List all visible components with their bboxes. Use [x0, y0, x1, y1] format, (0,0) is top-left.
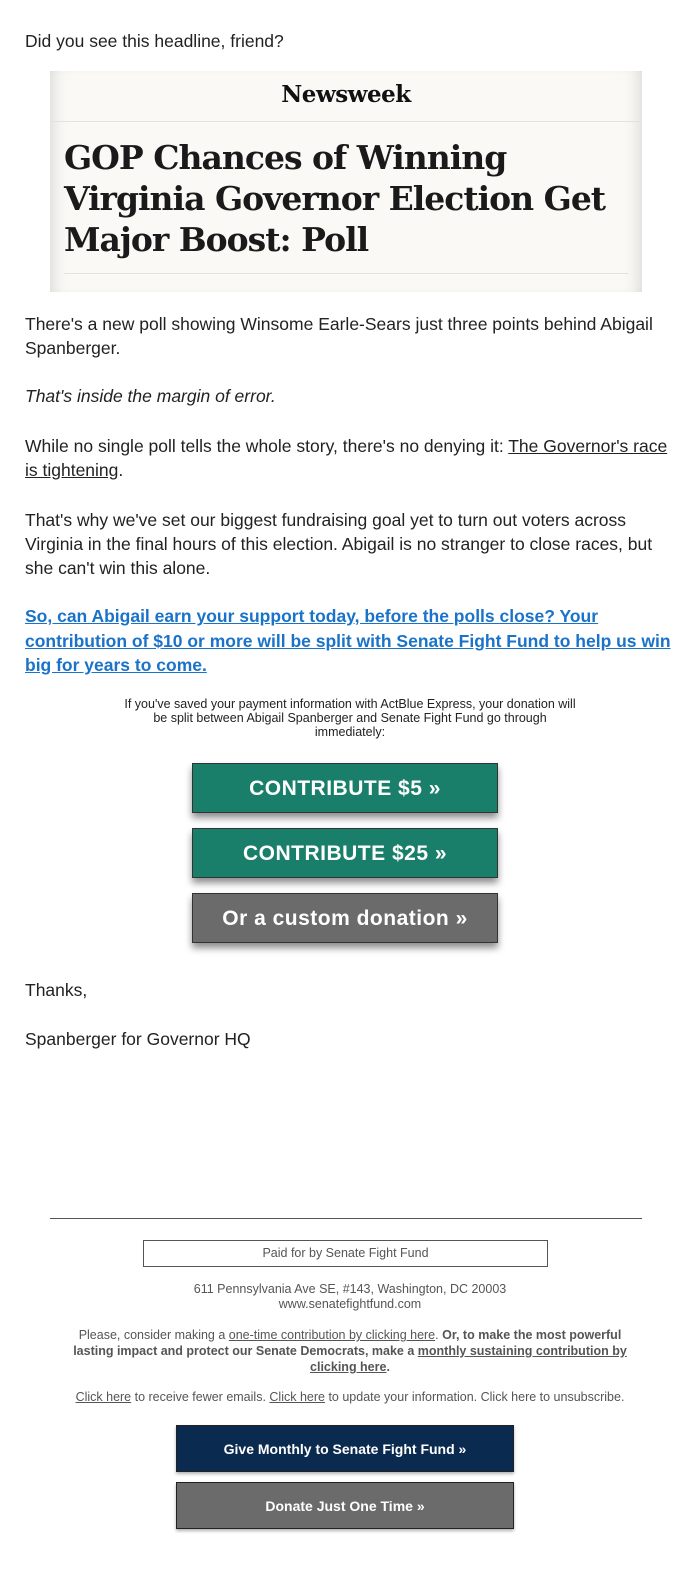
footer-website: www.senatefightfund.com: [278, 1297, 422, 1311]
contribute-5-button[interactable]: CONTRIBUTE $5 »: [192, 763, 498, 813]
update-info-link[interactable]: Click here: [269, 1390, 325, 1404]
divider: [50, 121, 642, 122]
footer-divider: [50, 1218, 642, 1219]
update-info-text: to update your information. Click here to unsubscribe.: [324, 1390, 625, 1404]
custom-donation-button[interactable]: Or a custom donation »: [192, 893, 498, 943]
footer-address-block: [100, 1282, 600, 1312]
footer-address: 611 Pennsylvania Ave SE, #143, Washington, DC 20003: [193, 1282, 507, 1296]
footer-contribution-note: [70, 1327, 630, 1375]
newsweek-headline-card[interactable]: [50, 71, 642, 292]
consider-bold-text: Or, to make the most powerful lasting impact and protect our Senate Democrats, make a: [73, 1328, 622, 1358]
newsweek-logo: Newsweek: [281, 81, 411, 108]
contribute-25-button[interactable]: CONTRIBUTE $25 »: [192, 828, 498, 878]
fewer-emails-text: to receive fewer emails.: [131, 1390, 270, 1404]
donate-once-button[interactable]: Donate Just One Time »: [176, 1482, 514, 1529]
news-headline: GOP Chances of Winning Virginia Governor Election Get Major Boost: Poll: [64, 138, 606, 259]
give-monthly-button[interactable]: Give Monthly to Senate Fight Fund »: [176, 1425, 514, 1472]
body-paragraph-margin: That's inside the margin of error.: [25, 386, 276, 406]
signature: Spanberger for Governor HQ: [25, 1029, 251, 1049]
support-cta-link[interactable]: So, can Abigail earn your support today, before the polls close? Your contribution of $10 or more will be split with Senate Fight Fund to help us win big for years to come.: [25, 606, 671, 675]
consider-end: .: [386, 1360, 390, 1374]
footer-email-preferences: [40, 1389, 660, 1405]
monthly-contribution-link[interactable]: monthly sustaining contribution by clicking here: [310, 1344, 627, 1374]
greeting: Did you see this headline, friend?: [25, 31, 284, 51]
consider-mid: .: [435, 1328, 443, 1342]
fewer-emails-link[interactable]: Click here: [75, 1390, 132, 1404]
consider-prefix: Please, consider making a: [78, 1328, 229, 1342]
race-tightening-link[interactable]: The Governor's race is tightening: [25, 436, 668, 480]
body-paragraph-tightening: [25, 434, 675, 482]
closing-thanks: Thanks,: [25, 980, 88, 1000]
paid-for-disclaimer: Paid for by Senate Fight Fund: [143, 1240, 548, 1267]
actblue-express-note: If you've saved your payment information with ActBlue Express, your donation will be split between Abigail Spanberger and Senate Fight Fund go through immediately:: [124, 697, 576, 739]
divider: [64, 273, 628, 274]
one-time-contribution-link[interactable]: one-time contribution by clicking here: [228, 1328, 436, 1342]
body-paragraph-poll: There's a new poll showing Winsome Earle-Sears just three points behind Abigail Spanberger.: [25, 314, 653, 358]
body-paragraph-goal: That's why we've set our biggest fundraising goal yet to turn out voters across Virginia in the final hours of this election. Abigail is no stranger to close races, but she can't win this alone.: [25, 510, 653, 578]
para3-suffix: .: [118, 460, 124, 480]
para3-prefix: While no single poll tells the whole story, there's no denying it:: [25, 436, 509, 456]
